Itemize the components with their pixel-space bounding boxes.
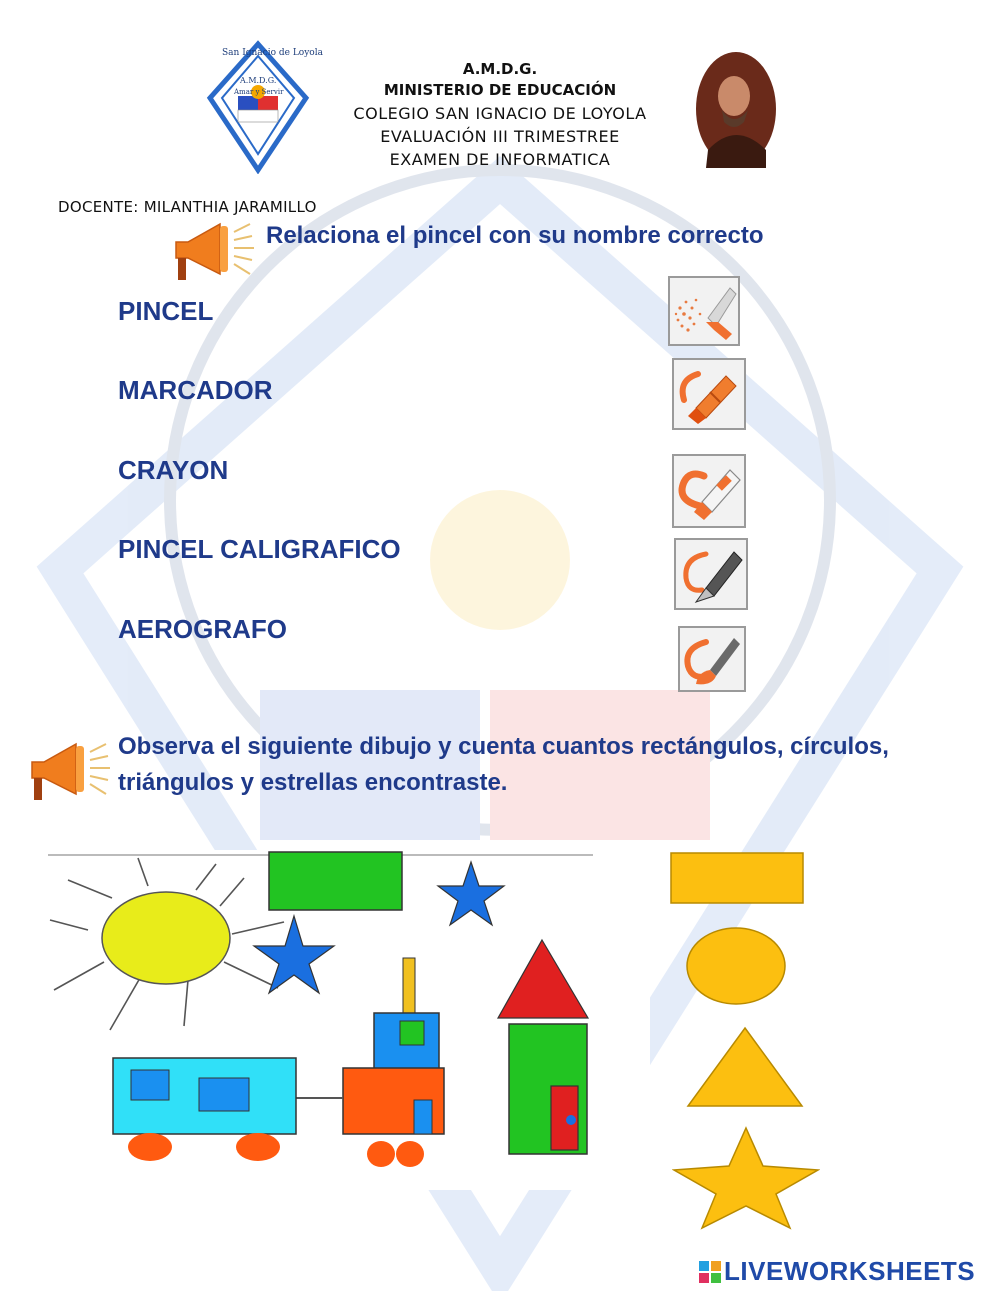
calligraphy-pen-tool-icon[interactable] bbox=[674, 538, 748, 610]
circle-shape[interactable] bbox=[685, 926, 787, 1006]
item-pincel-caligrafico[interactable]: PINCEL CALIGRAFICO bbox=[118, 534, 401, 564]
header-ministerio: MINISTERIO DE EDUCACIÓN bbox=[383, 81, 617, 99]
header-colegio: COLEGIO SAN IGNACIO DE LOYOLA bbox=[353, 104, 647, 123]
header-evaluacion: EVALUACIÓN III TRIMESTREE bbox=[380, 127, 620, 146]
seal-ring-text: San Ignacio de Loyola bbox=[222, 48, 323, 58]
seal-motto: Amar y Servir bbox=[234, 88, 284, 96]
liveworksheets-logo[interactable] bbox=[698, 1254, 994, 1288]
item-aerografo[interactable]: AEROGRAFO bbox=[118, 614, 287, 644]
airbrush-tool-icon[interactable] bbox=[668, 276, 740, 346]
item-pincel[interactable]: PINCEL bbox=[118, 296, 214, 326]
megaphone-icon-2[interactable] bbox=[24, 738, 114, 806]
seal-motto-top: A.M.D.G. bbox=[240, 76, 277, 85]
star-shape[interactable] bbox=[672, 1126, 820, 1230]
school-seal-logo bbox=[206, 40, 310, 174]
header-amdg: A.M.D.G. bbox=[462, 60, 538, 78]
crayon-tool-icon[interactable] bbox=[672, 358, 746, 430]
section2-instruction-line1: Observa el siguiente dibujo y cuenta cuantos rectángulos, círculos, bbox=[118, 733, 889, 760]
section2-instruction-line2: triángulos y estrellas encontraste. bbox=[118, 769, 508, 796]
saint-portrait-image bbox=[694, 50, 778, 168]
megaphone-icon[interactable] bbox=[168, 218, 258, 286]
section1-instruction: Relaciona el pincel con su nombre correcto bbox=[266, 222, 764, 249]
shapes-drawing bbox=[48, 850, 650, 1190]
triangle-shape[interactable] bbox=[686, 1026, 804, 1108]
header-examen: EXAMEN DE INFORMATICA bbox=[389, 150, 611, 169]
item-crayon[interactable]: CRAYON bbox=[118, 455, 229, 485]
marker-tool-icon[interactable] bbox=[672, 454, 746, 528]
liveworksheets-brand: LIVEWORKSHEETS bbox=[724, 1256, 976, 1286]
teacher-name: DOCENTE: MILANTHIA JARAMILLO bbox=[58, 198, 317, 216]
brush-tool-icon[interactable] bbox=[678, 626, 746, 692]
liveworksheets-mark-icon bbox=[698, 1260, 722, 1284]
item-marcador[interactable]: MARCADOR bbox=[118, 375, 273, 405]
rectangle-shape[interactable] bbox=[670, 852, 804, 904]
